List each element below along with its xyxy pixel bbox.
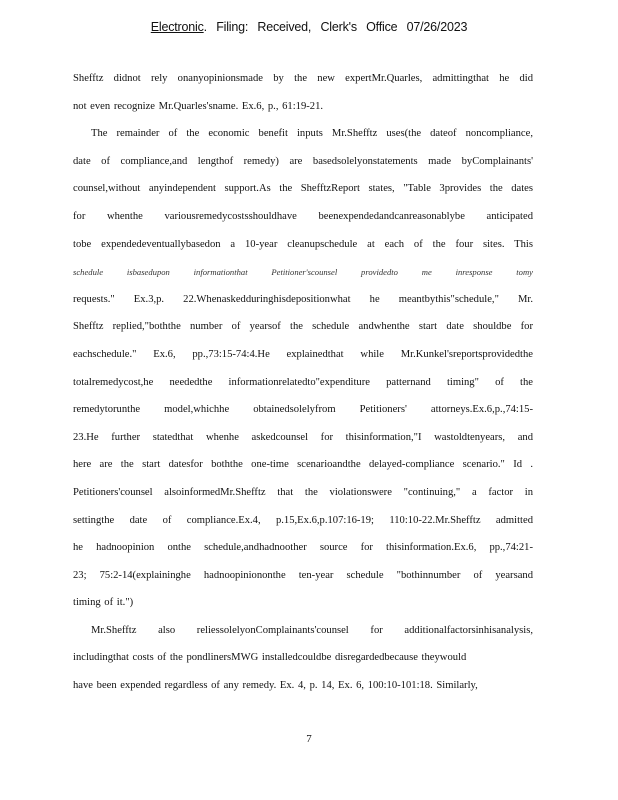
text-line: here are the start datesfor boththe one-time scenarioandthe delayed-compliance scenario." Id . bbox=[73, 459, 533, 471]
text-line: Petitioners'counsel alsoinformedMr.Shefftz that the violationswere "continuing," a factor in bbox=[73, 486, 533, 498]
text-line: totalremedycost,he neededthe informationrelatedto"expenditure patternand timing" of the bbox=[73, 376, 533, 388]
text-line: requests." Ex.3,p. 22.Whenaskedduringhisdepositionwhat he meantbythis"schedule," Mr. bbox=[73, 293, 533, 305]
text-line: tobe expendedeventuallybasedon a 10-year cleanupschedule at each of the four sites. This bbox=[73, 238, 533, 250]
text-line: 23.He further statedthat whenhe askedcounsel for thisinformation,"I wastoldtenyears, and bbox=[73, 431, 533, 443]
text-line: for whenthe variousremedycostsshouldhave beenexpendedandcanreasonablybe anticipated bbox=[73, 210, 533, 222]
text-line: Mr.Shefftz also reliessolelyonComplainants'counsel for additionalfactorsinhisanalysis, bbox=[91, 624, 533, 636]
text-line: not even recognize Mr.Quarles'sname. Ex.6, p., 61:19-21. bbox=[73, 100, 324, 112]
text-line: 23; 75:2-14(explaininghe hadnoopiniononthe ten-year schedule "bothinnumber of yearsand bbox=[73, 569, 533, 581]
body-text bbox=[73, 71, 533, 706]
text-line: Shefftz didnot rely onanyopinionsmade by the new expertMr.Quarles, admittingthat he did bbox=[73, 73, 533, 84]
text-line: he hadnoopinion onthe schedule,andhadnoother source for thisinformation.Ex.6, pp.,74:21- bbox=[73, 542, 533, 554]
text-line: remedytorunthe model,whichhe obtainedsolelyfrom Petitioners' attorneys.Ex.6,p.,74:15- bbox=[73, 404, 533, 416]
header-electronic: Electronic bbox=[150, 20, 204, 34]
text-line: settingthe date of compliance.Ex.4, p.15,Ex.6,p.107:16-19; 110:10-22.Mr.Shefftz admitted bbox=[73, 514, 533, 526]
text-line: Shefftz replied,"boththe number of yearsof the schedule andwhenthe start date shouldbe for bbox=[73, 321, 533, 333]
header-filing-info: . Filing: Received, Clerk's Office 07/26/2023 bbox=[203, 20, 468, 34]
page-number: 7 bbox=[306, 733, 312, 745]
text-line: counsel,without anyindependent support.As the ShefftzReport states, "Table 3provides the dates bbox=[73, 183, 533, 195]
text-line: schedule isbasedupon informationthat Petitioner'scounsel providedto me inresponse tomy bbox=[73, 267, 533, 278]
text-line: eachschedule." Ex.6, pp.,73:15-74:4.He explainedthat while Mr.Kunkel'sreportsprovidedthe bbox=[73, 348, 533, 360]
filing-header bbox=[0, 20, 618, 34]
text-line: have been expended regardless of any remedy. Ex. 4, p. 14, Ex. 6, 100:10-101:18. Similarly, bbox=[73, 680, 478, 692]
text-line: includingthat costs of the pondlinersMWG installedcouldbe disregardedbecause theywould bbox=[73, 652, 467, 664]
text-line: timing of it.") bbox=[73, 597, 134, 609]
text-line: The remainder of the economic benefit inputs Mr.Shefftz uses(the dateof noncompliance, bbox=[91, 128, 533, 140]
text-line: date of compliance,and lengthof remedy) are basedsolelyonstatements made byComplainants' bbox=[73, 155, 533, 167]
